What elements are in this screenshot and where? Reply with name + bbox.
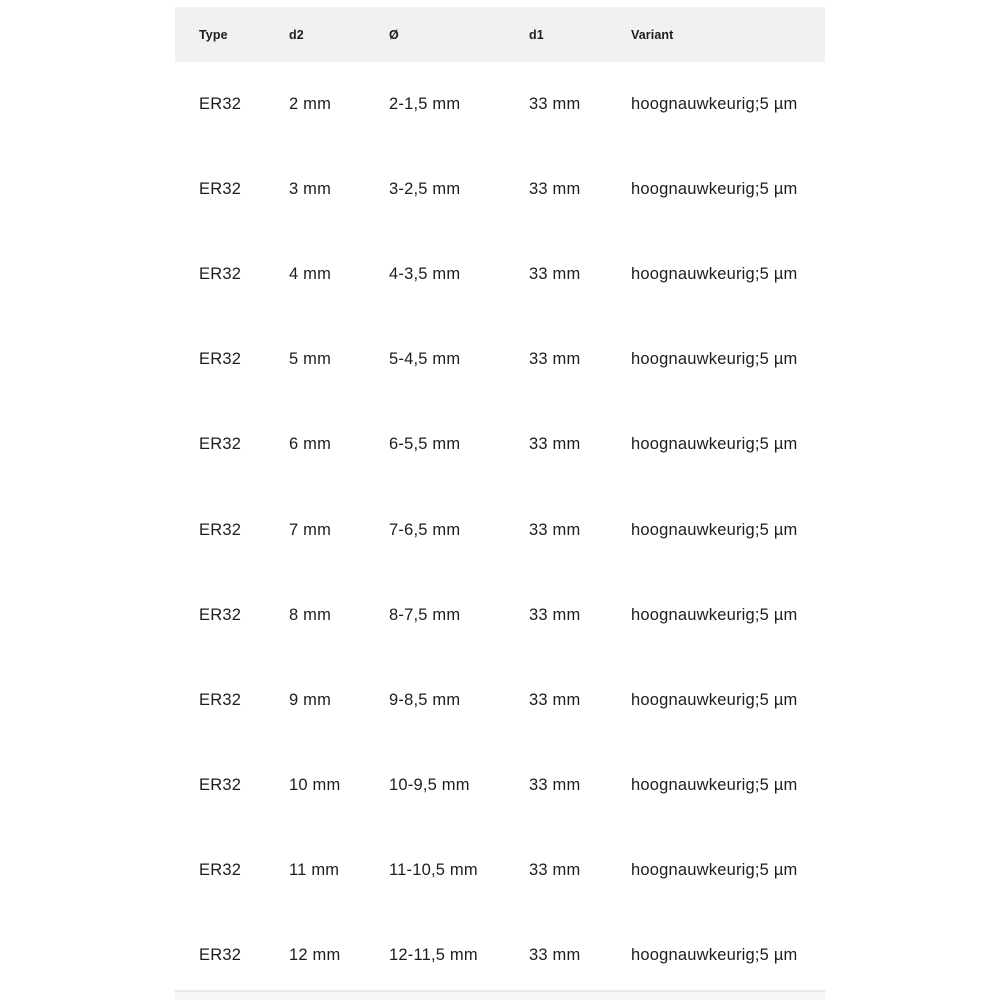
cell-diameter: 12-11,5 mm (389, 945, 478, 964)
cell-variant: hoognauwkeurig;5 µm (631, 520, 798, 539)
table-row (175, 62, 825, 147)
column-header-type: Type (199, 27, 228, 42)
cell-d2: 11 mm (289, 860, 340, 879)
cell-variant: hoognauwkeurig;5 µm (631, 690, 798, 709)
table-header-row (175, 7, 825, 62)
cell-diameter: 10-9,5 mm (389, 775, 470, 794)
cell-d1: 33 mm (529, 180, 581, 199)
cell-diameter: 8-7,5 mm (389, 605, 461, 624)
cell-d2: 10 mm (289, 775, 341, 794)
table-row (175, 573, 825, 658)
cell-d1: 33 mm (529, 945, 581, 964)
cell-type: ER32 (199, 350, 242, 369)
table-row (175, 317, 825, 402)
cell-variant: hoognauwkeurig;5 µm (631, 775, 798, 794)
cell-type: ER32 (199, 860, 242, 879)
cell-variant: hoognauwkeurig;5 µm (631, 435, 798, 454)
table-row (175, 743, 825, 828)
cell-d2: 2 mm (289, 95, 332, 114)
cell-diameter: 9-8,5 mm (389, 690, 461, 709)
table-body (175, 62, 825, 998)
cell-diameter: 5-4,5 mm (389, 350, 461, 369)
cell-variant: hoognauwkeurig;5 µm (631, 605, 798, 624)
cell-diameter: 11-10,5 mm (389, 860, 478, 879)
cell-variant: hoognauwkeurig;5 µm (631, 180, 798, 199)
cell-d2: 5 mm (289, 350, 332, 369)
column-header-d2: d2 (289, 27, 304, 42)
cell-diameter: 4-3,5 mm (389, 265, 461, 284)
cell-variant: hoognauwkeurig;5 µm (631, 350, 798, 369)
table-row (175, 913, 825, 998)
product-variants-table (175, 7, 825, 998)
cell-variant: hoognauwkeurig;5 µm (631, 95, 798, 114)
cell-type: ER32 (199, 265, 242, 284)
cell-d1: 33 mm (529, 520, 581, 539)
cell-d1: 33 mm (529, 350, 581, 369)
cell-d2: 7 mm (289, 520, 332, 539)
table-row (175, 658, 825, 743)
cell-d1: 33 mm (529, 775, 581, 794)
cell-diameter: 7-6,5 mm (389, 520, 461, 539)
column-header-d1: d1 (529, 27, 544, 42)
cell-d1: 33 mm (529, 860, 581, 879)
cell-type: ER32 (199, 605, 242, 624)
cell-variant: hoognauwkeurig;5 µm (631, 265, 798, 284)
cell-diameter: 3-2,5 mm (389, 180, 461, 199)
cell-diameter: 6-5,5 mm (389, 435, 461, 454)
cell-d2: 3 mm (289, 180, 332, 199)
cell-variant: hoognauwkeurig;5 µm (631, 945, 798, 964)
cell-d1: 33 mm (529, 95, 581, 114)
table-row (175, 487, 825, 572)
cell-type: ER32 (199, 945, 242, 964)
cell-d2: 6 mm (289, 435, 332, 454)
cell-d2: 9 mm (289, 690, 332, 709)
cell-type: ER32 (199, 775, 242, 794)
cell-d1: 33 mm (529, 435, 581, 454)
cell-type: ER32 (199, 95, 242, 114)
column-header-variant: Variant (631, 27, 674, 42)
table-row (175, 402, 825, 487)
cell-variant: hoognauwkeurig;5 µm (631, 860, 798, 879)
cell-d1: 33 mm (529, 265, 581, 284)
cell-type: ER32 (199, 520, 242, 539)
cell-d1: 33 mm (529, 605, 581, 624)
cell-diameter: 2-1,5 mm (389, 95, 461, 114)
cell-d2: 4 mm (289, 265, 332, 284)
table-row (175, 147, 825, 232)
cell-type: ER32 (199, 435, 242, 454)
cell-type: ER32 (199, 180, 242, 199)
cell-type: ER32 (199, 690, 242, 709)
cell-d2: 12 mm (289, 945, 341, 964)
table-row (175, 232, 825, 317)
cell-d2: 8 mm (289, 605, 332, 624)
column-header-diameter: Ø (389, 27, 399, 42)
cell-d1: 33 mm (529, 690, 581, 709)
next-section-edge (175, 992, 825, 1000)
table-row (175, 828, 825, 913)
